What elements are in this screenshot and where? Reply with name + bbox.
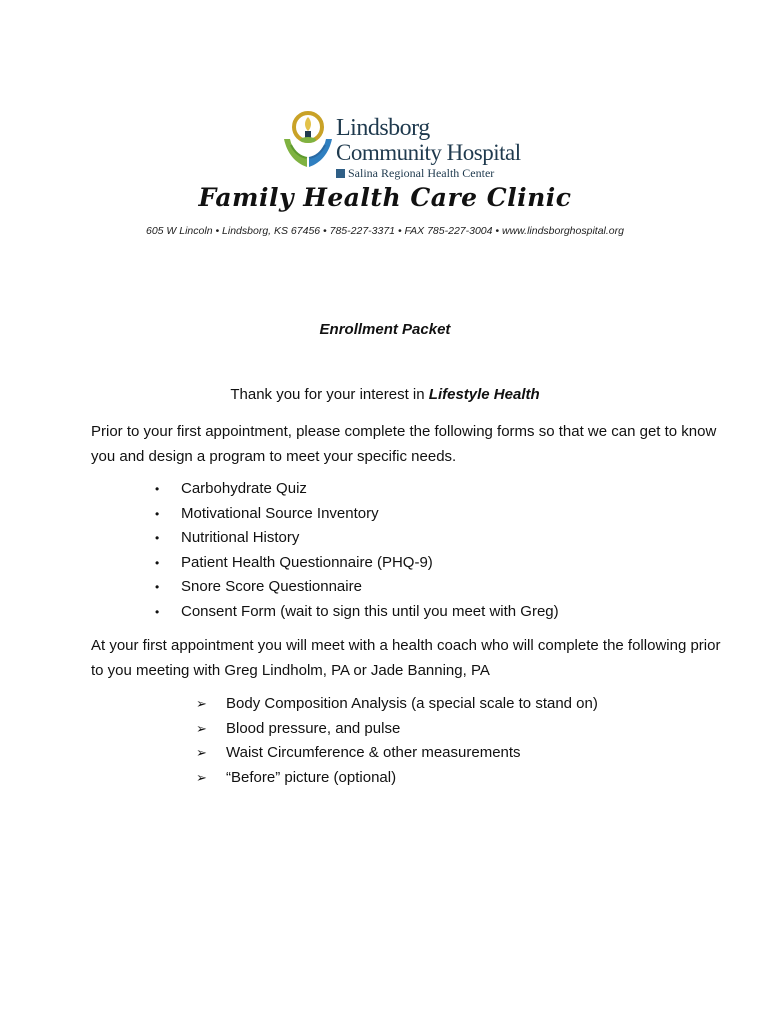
thanks-line <box>0 386 770 403</box>
list-item-label: “Before” picture (optional) <box>226 768 397 786</box>
hospital-name <box>336 116 521 164</box>
bullet-icon: • <box>155 482 160 496</box>
list-item <box>196 766 598 791</box>
list-item-label: Carbohydrate Quiz <box>181 480 307 497</box>
hospital-logo-icon <box>281 109 335 173</box>
list-item <box>196 741 598 766</box>
hospital-name-line1: Lindsborg <box>336 115 430 141</box>
bullet-icon: • <box>155 555 160 570</box>
list-item <box>155 502 559 527</box>
list-item-label: Motivational Source Inventory <box>181 504 379 522</box>
list-item <box>155 575 559 600</box>
list-item-label: Blood pressure, and pulse <box>226 719 401 737</box>
appointment-steps-list <box>196 692 598 790</box>
bullet-icon: • <box>155 604 160 619</box>
arrow-bullet-icon: ➢ <box>196 696 207 711</box>
arrow-bullet-icon: ➢ <box>196 745 207 761</box>
list-item-label: Waist Circumference & other measurements <box>226 744 521 762</box>
list-item <box>155 600 559 625</box>
affiliate-logo-icon <box>336 169 345 178</box>
affiliation-text: Salina Regional Health Center <box>348 166 495 180</box>
arrow-bullet-icon: ➢ <box>196 769 207 785</box>
list-item-label: Nutritional History <box>181 529 300 547</box>
intro-paragraph: Prior to your first appointment, please complete the following forms so that we can get to know you and design a program to meet your specific needs. <box>91 423 717 465</box>
list-item <box>196 717 598 742</box>
bullet-icon: • <box>155 506 160 521</box>
list-item-label: Snore Score Questionnaire <box>181 578 362 596</box>
bullet-icon: • <box>155 580 160 595</box>
affiliation-line <box>336 166 494 181</box>
list-item-label: Body Composition Analysis (a special scale to stand on) <box>226 695 598 712</box>
list-item <box>196 692 598 717</box>
list-item-label: Patient Health Questionnaire (PHQ-9) <box>181 553 433 571</box>
clinic-address: 605 W Lincoln • Lindsborg, KS 67456 • 785-227-3371 • FAX 785-227-3004 • www.lindsborghospital.org <box>146 225 624 237</box>
clinic-name: Family Health Care Clinic <box>198 183 572 212</box>
forms-list <box>155 477 559 625</box>
list-item <box>155 526 559 551</box>
arrow-bullet-icon: ➢ <box>196 720 207 736</box>
program-name: Lifestyle Health <box>428 386 540 403</box>
bullet-icon: • <box>155 531 160 546</box>
first-appointment-paragraph: At your first appointment you will meet with a health coach who will complete the following prior to you meeting with Greg Lindholm, PA or Jade Banning, PA <box>91 637 721 679</box>
list-item <box>155 477 559 502</box>
hospital-name-line2: Community Hospital <box>336 140 521 165</box>
list-item-label: Consent Form (wait to sign this until you meet with Greg) <box>181 602 559 620</box>
list-item <box>155 551 559 576</box>
thanks-prefix: Thank you for your interest in <box>230 386 429 403</box>
document-title: Enrollment Packet <box>319 321 451 338</box>
